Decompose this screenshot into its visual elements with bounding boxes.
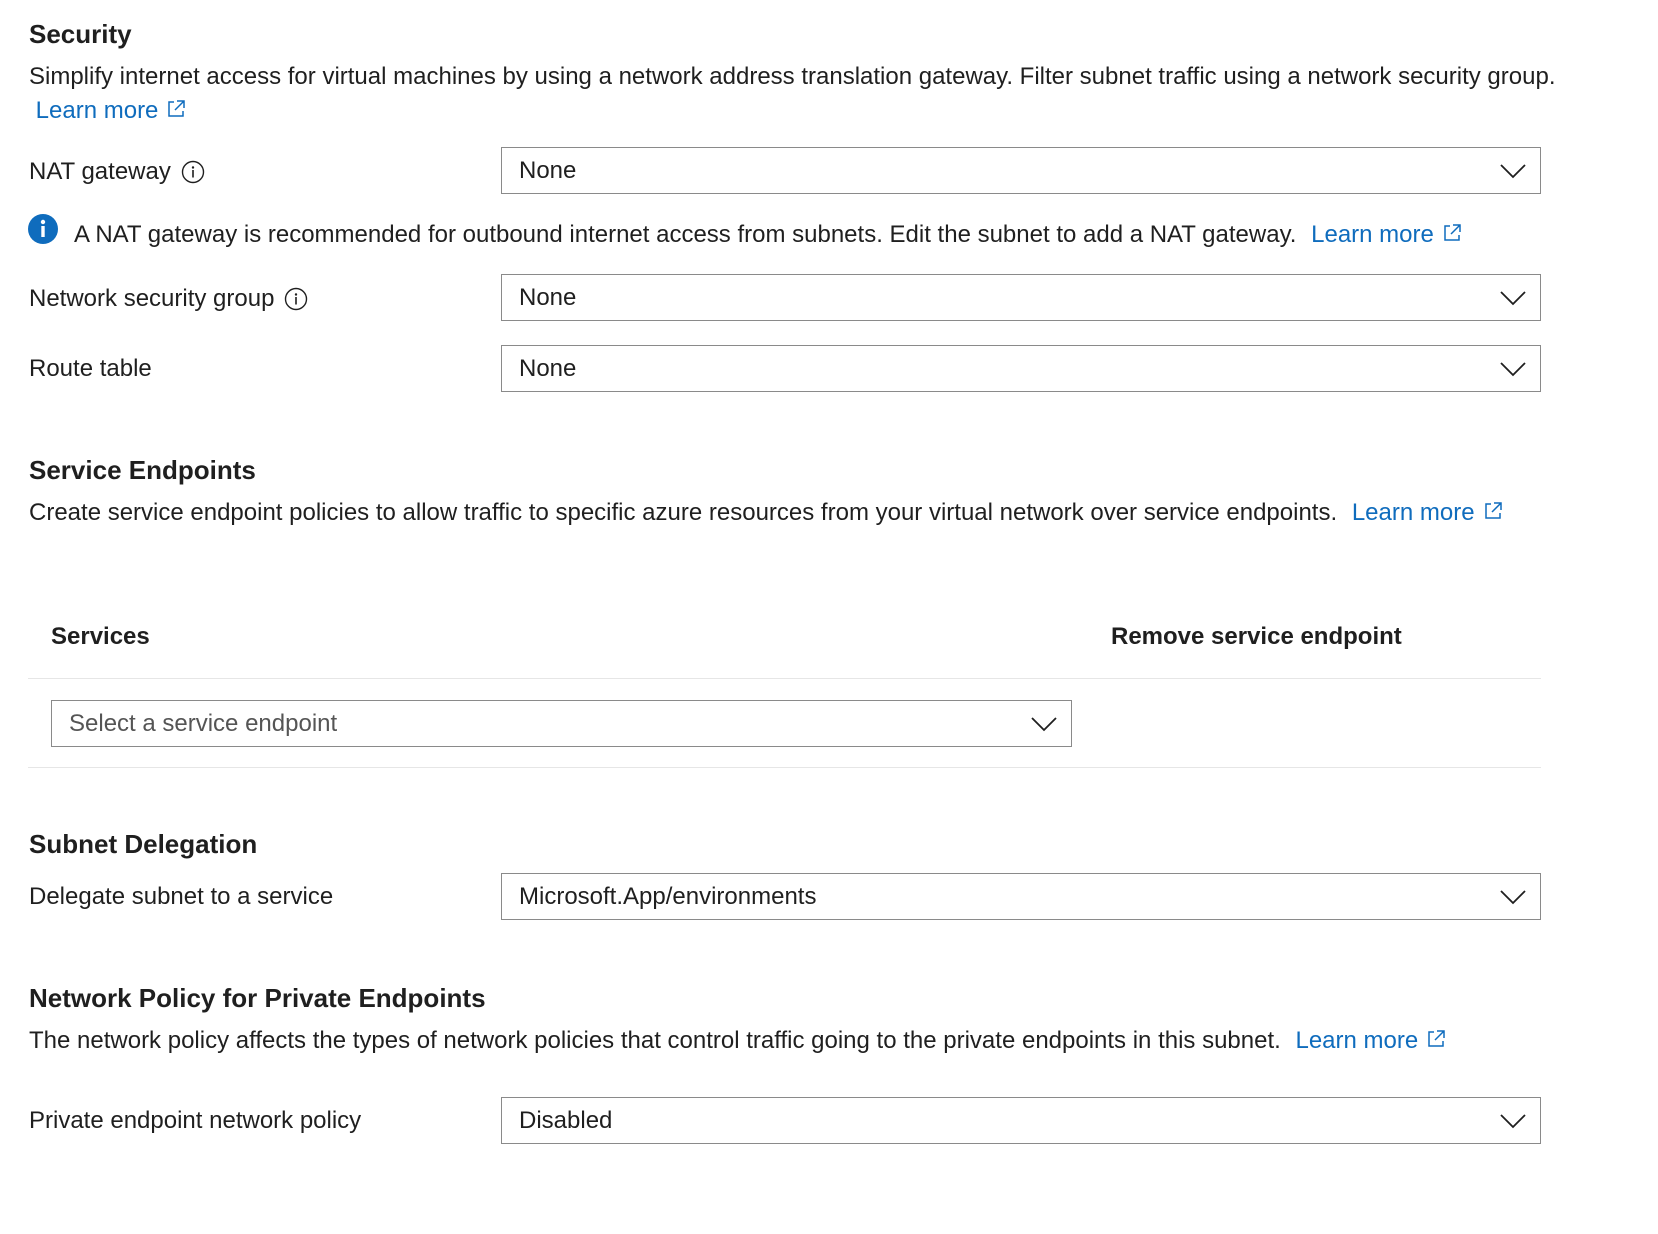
network-policy-heading: Network Policy for Private Endpoints (29, 983, 486, 1013)
network-policy-learn-more-label: Learn more (1295, 1027, 1419, 1054)
info-circle-icon (27, 213, 59, 245)
private-endpoint-policy-dropdown[interactable] (501, 1097, 1541, 1144)
chevron-down-icon (1500, 290, 1526, 306)
delegate-subnet-dropdown[interactable] (501, 873, 1541, 920)
nsg-value: None (519, 283, 577, 311)
delegate-subnet-label: Delegate subnet to a service (29, 883, 334, 910)
private-endpoint-policy-label: Private endpoint network policy (29, 1107, 362, 1134)
service-endpoints-heading: Service Endpoints (29, 455, 256, 485)
nsg-label-text: Network security group (29, 285, 275, 312)
security-heading: Security (29, 19, 132, 49)
network-policy-description (29, 1024, 1446, 1058)
nsg-label (29, 284, 308, 314)
nat-gateway-value: None (519, 156, 577, 184)
chevron-down-icon (1031, 716, 1057, 732)
nat-notice-learn-more-link[interactable] (1311, 221, 1462, 248)
private-endpoint-policy-value: Disabled (519, 1106, 613, 1134)
security-learn-more-link[interactable] (29, 97, 186, 124)
nat-gateway-label-text: NAT gateway (29, 158, 171, 185)
subnet-delegation-heading: Subnet Delegation (29, 829, 258, 859)
route-table-dropdown[interactable] (501, 345, 1541, 392)
nat-gateway-dropdown[interactable] (501, 147, 1541, 194)
chevron-down-icon (1500, 889, 1526, 905)
nat-notice-learn-more-label: Learn more (1311, 221, 1434, 248)
route-table-value: None (519, 354, 577, 382)
table-header-divider (28, 678, 1541, 679)
info-icon[interactable] (284, 287, 308, 311)
service-endpoints-learn-more-link[interactable] (1352, 499, 1503, 526)
external-link-icon (166, 99, 186, 119)
service-endpoint-placeholder: Select a service endpoint (69, 709, 338, 737)
service-endpoints-description (29, 496, 1503, 530)
info-icon[interactable] (181, 160, 205, 184)
services-column-header: Services (51, 623, 150, 650)
service-endpoints-description-text: Create service endpoint policies to allow traffic to specific azure resources from your virtual network over service endpoints. (29, 499, 1338, 526)
table-row-divider (28, 767, 1541, 768)
nat-notice-text: A NAT gateway is recommended for outbound internet access from subnets. Edit the subnet to add a NAT gateway. (74, 221, 1297, 248)
network-policy-learn-more-link[interactable] (1295, 1027, 1446, 1054)
external-link-icon (1442, 223, 1462, 243)
nsg-dropdown[interactable] (501, 274, 1541, 321)
remove-endpoint-column-header: Remove service endpoint (1111, 623, 1402, 650)
external-link-icon (1426, 1029, 1446, 1049)
security-description (29, 60, 1589, 128)
service-endpoints-learn-more-label: Learn more (1351, 499, 1475, 526)
nat-notice (74, 218, 1462, 252)
security-learn-more-label: Learn more (35, 97, 159, 124)
service-endpoint-select[interactable] (51, 700, 1072, 747)
chevron-down-icon (1500, 361, 1526, 377)
security-description-text: Simplify internet access for virtual machines by using a network address translation gateway. Filter subnet traffic using a network security group. (29, 63, 1556, 90)
delegate-subnet-value: Microsoft.App/environments (519, 882, 817, 910)
route-table-label: Route table (29, 355, 152, 382)
chevron-down-icon (1500, 1113, 1526, 1129)
external-link-icon (1483, 501, 1503, 521)
chevron-down-icon (1500, 163, 1526, 179)
nat-gateway-label (29, 157, 205, 187)
network-policy-description-text: The network policy affects the types of network policies that control traffic going to the private endpoints in this subnet. (29, 1027, 1281, 1054)
